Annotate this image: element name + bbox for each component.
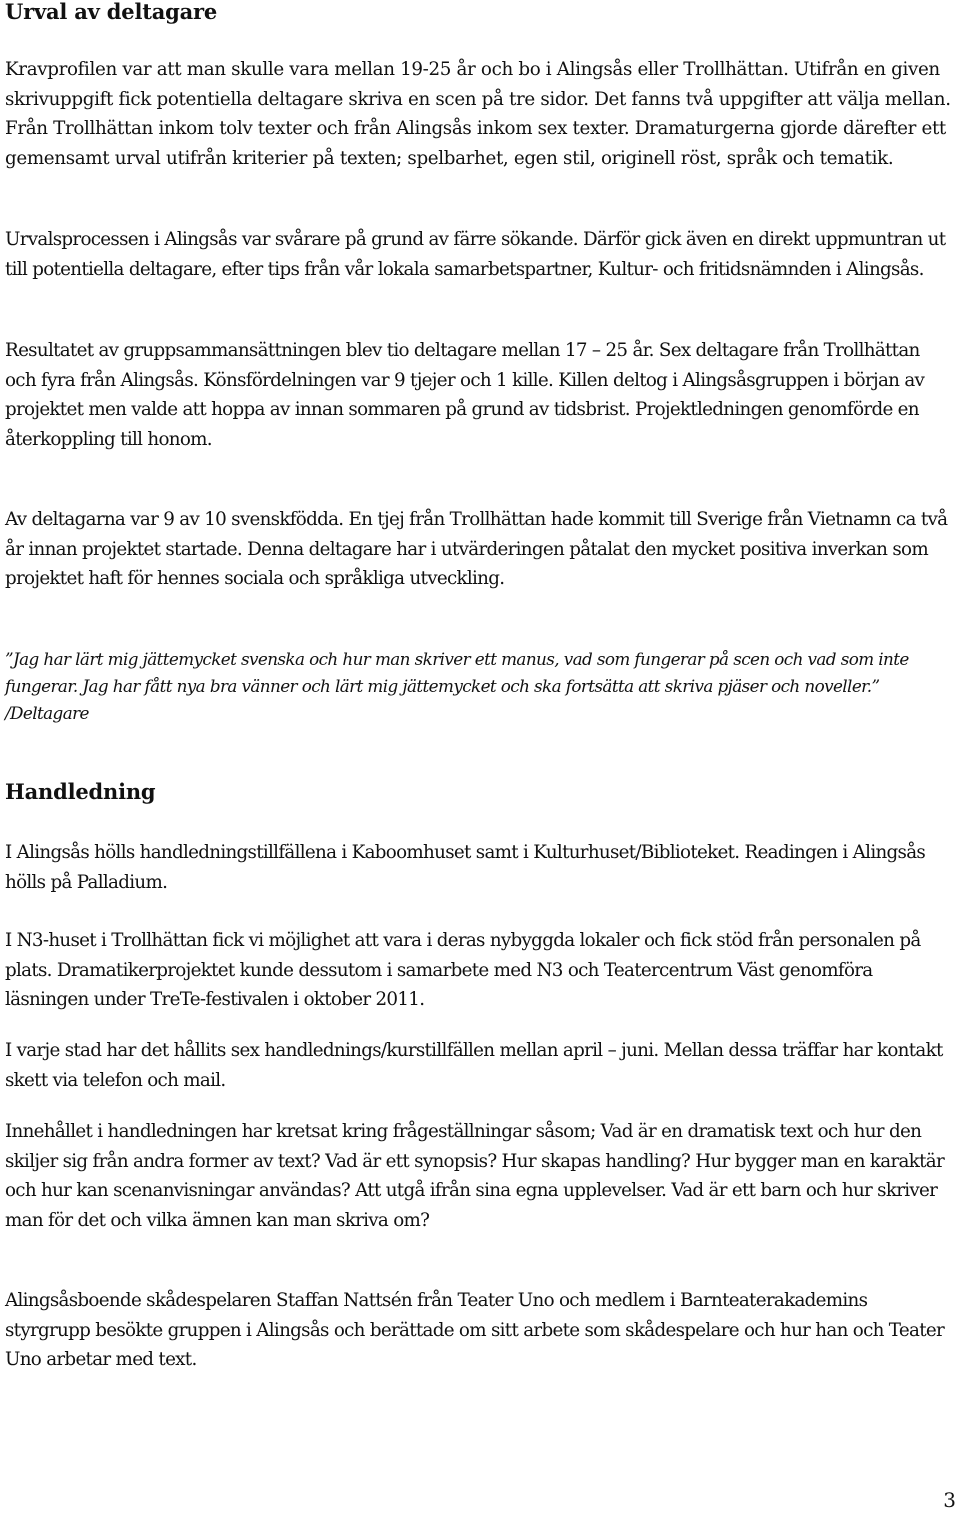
paragraph-svenskfodda: Av deltagarna var 9 av 10 svenskfödda. En tjej från Trollhättan hade kommit till Sverige från Vietnamn ca två år innan projektet startade. Denna deltagare har i utvärderingen påtalat den mycket positiva inverkan som projektet haft för hennes sociala och språkliga utveckling. [5, 509, 948, 590]
participant-quote: ”Jag har lärt mig jättemycket svenska och hur man skriver ett manus, vad som fungerar på scen och vad som inte fungerar. Jag har fått nya bra vänner och lärt mig jättemycket och ska fortsätta att skriva pjäser och noveller.” /Deltagare [5, 649, 909, 723]
paragraph-resultatet: Resultatet av gruppsammansättningen blev tio deltagare mellan 17 – 25 år. Sex deltagare från Trollhättan och fyra från Alingsås. Könsfördelningen var 9 tjejer och 1 kille. Killen deltog i Alingsåsgruppen i början av projektet men valde att hoppa av innan sommaren på grund av tidsbrist. Projektledningen genomförde en återkoppling till honom. [5, 340, 925, 450]
paragraph-urvalsprocessen: Urvalsprocessen i Alingsås var svårare på grund av färre sökande. Därför gick även en direkt uppmuntran ut till potentiella deltagare, efter tips från vår lokala samarbetspartner, Kultur- och fritidsnämnden i Alingsås. [5, 229, 946, 280]
paragraph-n3-huset: I N3-huset i Trollhättan fick vi möjlighet att vara i deras nybyggda lokaler och fick stöd från personalen på plats. Dramatikerprojektet kunde dessutom i samarbete med N3 och Teatercentrum Väst genomföra läsningen under TreTe-festivalen i oktober 2011. [5, 930, 921, 1011]
section-heading-handledning: Handledning [5, 779, 156, 804]
page-number: 3 [943, 1488, 956, 1512]
paragraph-alingsas-lokaler: I Alingsås hölls handledningstillfällena i Kaboomhuset samt i Kulturhuset/Biblioteket. Readingen i Alingsås hölls på Palladium. [5, 842, 926, 893]
section-heading-urval: Urval av deltagare [5, 0, 218, 24]
paragraph-staffan-nattsen: Alingsåsboende skådespelaren Staffan Nattsén från Teater Uno och medlem i Barnteaterakademins styrgrupp besökte gruppen i Alingsås och berättade om sitt arbete som skådespelare och hur han och Teater Uno arbetar med text. [5, 1290, 944, 1371]
paragraph-handledningstillfallen: I varje stad har det hållits sex handlednings/kurstillfällen mellan april – juni. Mellan dessa träffar har kontakt skett via telefon och mail. [5, 1040, 943, 1091]
paragraph-innehall: Innehållet i handledningen har kretsat kring frågeställningar såsom; Vad är en dramatisk text och hur den skiljer sig från andra former av text? Vad är ett synopsis? Hur skapas handling? Hur bygger man en karaktär och hur kan scenanvisningar användas? Att utgå ifrån sina egna upplevelser. Vad är ett barn och hur skriver man för det och vilka ämnen kan man skriva om? [5, 1121, 944, 1231]
paragraph-kravprofil: Kravprofilen var att man skulle vara mellan 19-25 år och bo i Alingsås eller Trollhättan. Utifrån en given skrivuppgift fick potentiella deltagare skriva en scen på tre sidor. Det fanns två uppgifter att välja mellan. Från Trollhättan inkom tolv texter och från Alingsås inkom sex texter. Dramaturgerna gjorde därefter ett gemensamt urval utifrån kriterier på texten; spelbarhet, egen stil, originell röst, språk och tematik. [5, 59, 951, 169]
